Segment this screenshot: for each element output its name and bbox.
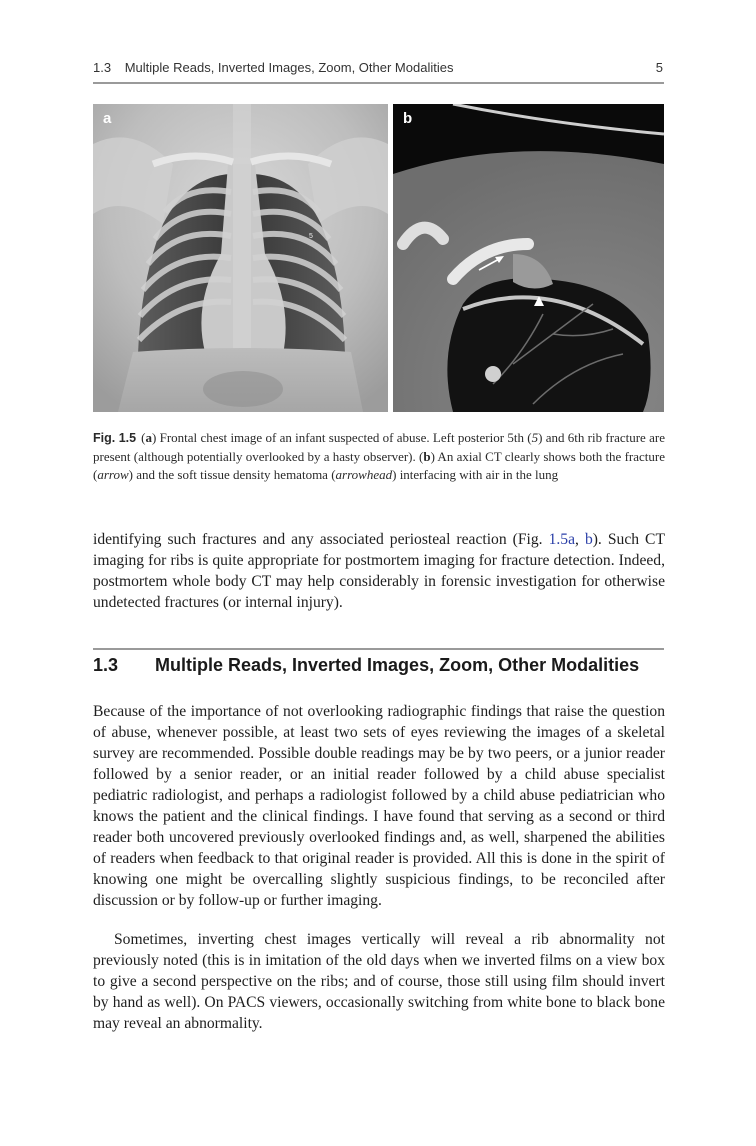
section-heading bbox=[93, 655, 665, 676]
figure-panel-a-chest-radiograph bbox=[93, 104, 388, 412]
axial-ct-image bbox=[393, 104, 664, 412]
caption-marker: 5 bbox=[531, 430, 539, 445]
paragraph-text: identifying such fractures and any associated periosteal reaction (Fig. bbox=[93, 531, 549, 548]
caption-panel-ref: a bbox=[145, 430, 152, 445]
caption-text: ) interfacing with air in the lung bbox=[392, 467, 559, 482]
running-head bbox=[93, 60, 663, 80]
running-head-section-title: Multiple Reads, Inverted Images, Zoom, Other Modalities bbox=[124, 60, 454, 75]
figure-label: Fig. 1.5 bbox=[93, 431, 137, 445]
caption-text: ) An axial CT clearly shows both the fracture ( bbox=[93, 448, 665, 482]
continued-paragraph bbox=[93, 529, 665, 613]
caption-marker: arrowhead bbox=[335, 467, 393, 482]
section-number: 1.3 bbox=[93, 655, 119, 675]
figure-link-1-5b[interactable]: b bbox=[584, 531, 593, 548]
rib-marker-five: 5 bbox=[309, 233, 313, 240]
figure-link-1-5a[interactable]: 1.5a bbox=[548, 531, 576, 548]
paragraph-text: , bbox=[575, 531, 585, 548]
caption-panel-ref: b bbox=[423, 448, 431, 464]
running-head-section bbox=[93, 60, 453, 75]
running-head-section-number: 1.3 bbox=[93, 60, 112, 75]
header-rule bbox=[93, 82, 664, 84]
paragraph-text: ). Such CT imaging for ribs is quite appropriate for postmortem imaging for fracture detection. Indeed, postmortem whole body CT may help considerably in forensic investigation for otherwise undetected fractures (or internal injury). bbox=[93, 531, 665, 611]
page-number: 5 bbox=[655, 60, 663, 75]
paragraph: Because of the importance of not overlooking radiographic findings that raise the question of abuse, whenever possible, at least two sets of eyes reviewing the images of a skeletal survey are recommended. Possible double readings may be by two peers, or a junior reader followed by a senior reader, or an initial reader followed by a child abuse specialist pediatric radiologist, and perhaps a radiologist followed by a child abuse pediatrician who knows the patient and the clinical findings. I have found that serving as a second or third reader both uncovered previously overlooked findings and, as well, sharpened the abilities of readers when feedback to that original reader is provided. All this is done in the spirit of knowing one might be overcalling slightly suspicious findings, to be reconciled after discussion or by follow-up or further imaging. bbox=[93, 703, 665, 909]
figure-panel-b-axial-ct bbox=[393, 104, 664, 412]
chest-radiograph-image bbox=[93, 104, 388, 412]
caption-marker: arrow bbox=[97, 467, 129, 482]
paragraph: Sometimes, inverting chest images vertically will reveal a rib abnormality not previously noted (this is in imitation of the old days when we inverted films on a view box to give a second perspective on the ribs; and of course, those still using film should invert by hand as well). On PACS viewers, occasionally switching from white bone to black bone may reveal an abnormality. bbox=[93, 931, 665, 1032]
section-rule bbox=[93, 648, 664, 650]
panel-a-label: a bbox=[103, 110, 112, 127]
panel-b-label: b bbox=[403, 110, 413, 127]
section-title: Multiple Reads, Inverted Images, Zoom, Other Modalities bbox=[155, 655, 640, 675]
figure-caption bbox=[93, 429, 665, 485]
caption-text: ) and 6th rib fracture are present (although potentially overlooked by a hasty observer). ( bbox=[93, 430, 665, 464]
caption-text: ) Frontal chest image of an infant suspected of abuse. Left posterior 5th ( bbox=[151, 430, 532, 445]
caption-text: ) and the soft tissue density hematoma ( bbox=[128, 467, 336, 482]
caption-text: ( bbox=[141, 430, 146, 445]
